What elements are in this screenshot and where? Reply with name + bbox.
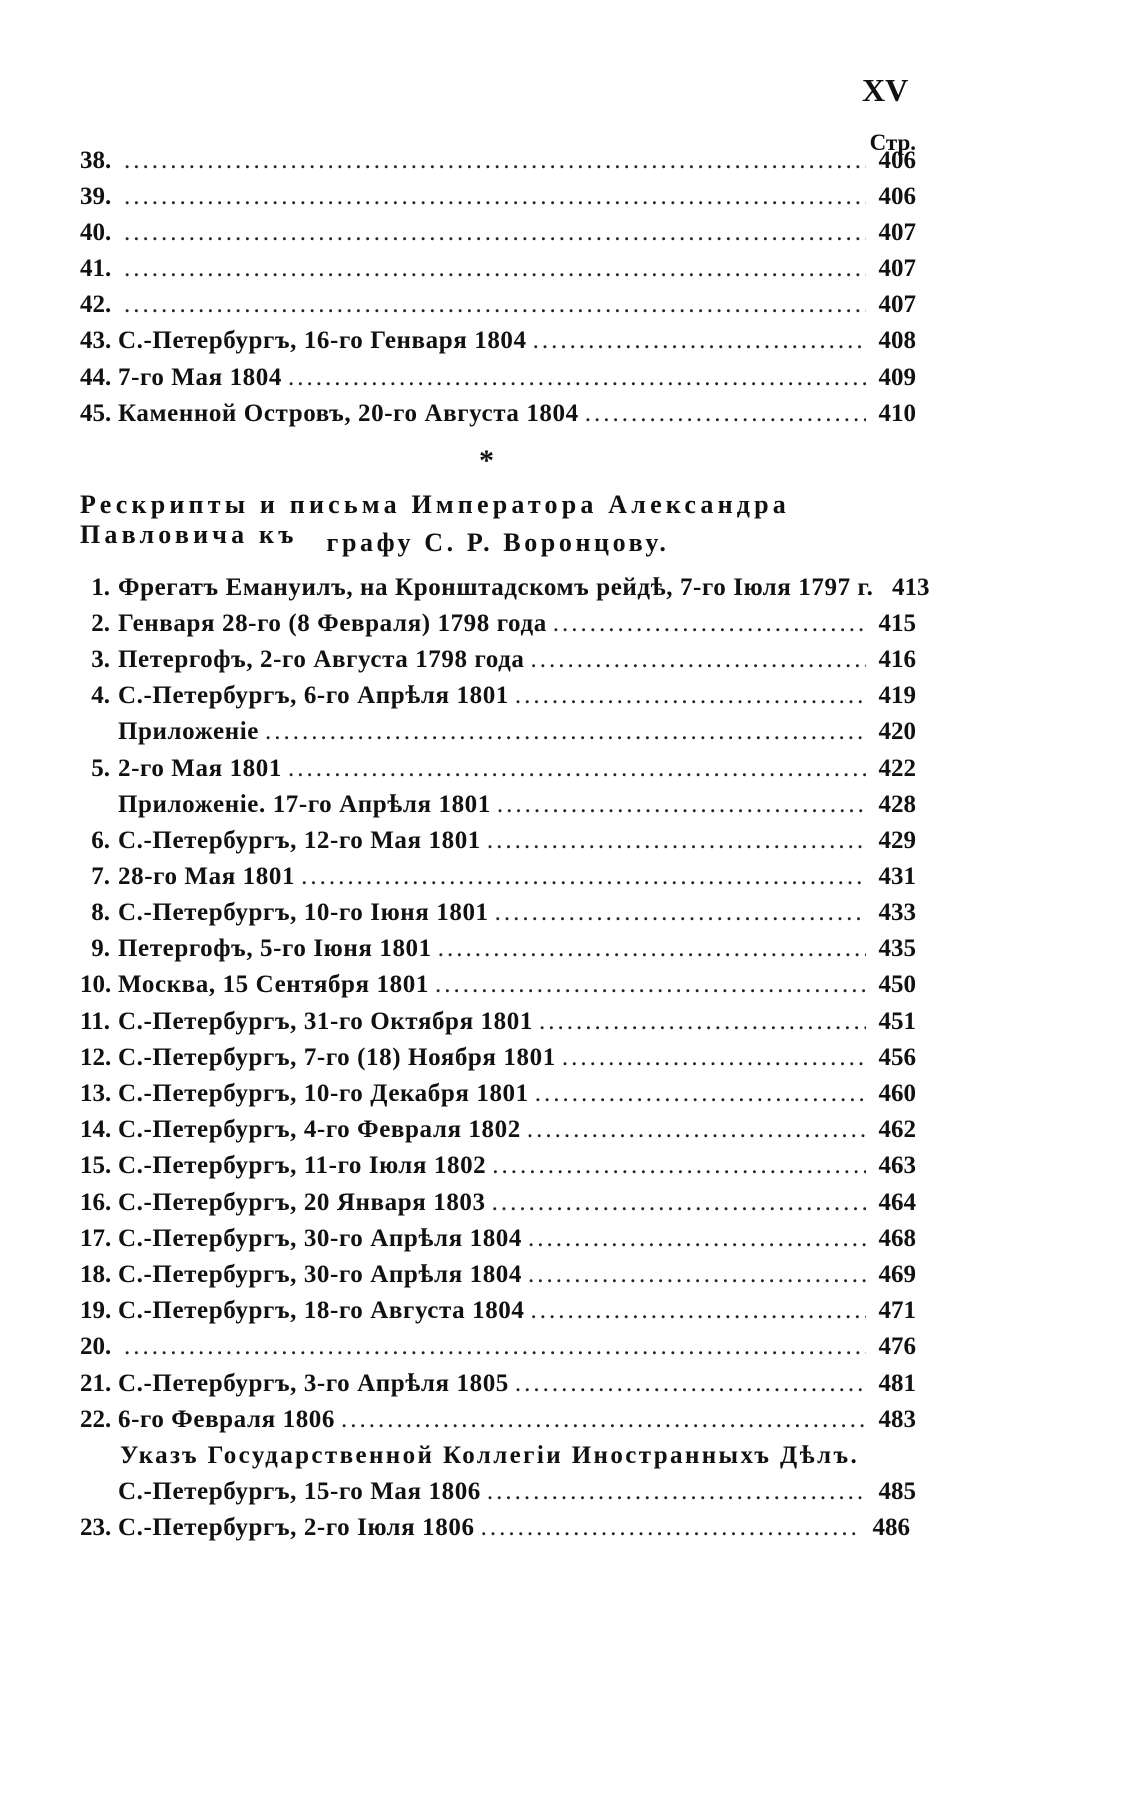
entry-title: С.-Петербургъ, 10-го Іюня 1801	[118, 899, 489, 926]
dot-leader	[124, 147, 866, 175]
toc-entry	[80, 1478, 916, 1512]
toc-entry	[80, 219, 916, 253]
entry-page: 451	[878, 1008, 916, 1035]
entry-page: 407	[878, 255, 916, 282]
entry-title: С.-Петербургъ, 15-го Мая 1806	[118, 1478, 481, 1505]
entry-number: 2.	[91, 610, 110, 637]
entry-title: 6-го Февраля 1806	[118, 1406, 335, 1433]
entry-page: 483	[878, 1406, 916, 1433]
entry-number: 21.	[80, 1370, 112, 1397]
entry-page: 406	[878, 183, 916, 210]
entry-number: 45.	[80, 400, 112, 427]
entry-page: 408	[878, 327, 916, 354]
dot-leader	[435, 971, 866, 999]
dot-leader	[539, 1008, 866, 1036]
entry-page: 435	[878, 935, 916, 962]
entry-number: 11.	[80, 1008, 110, 1035]
entry-title: С.-Петербургъ, 4-го Февраля 1802	[118, 1116, 521, 1143]
dot-leader	[531, 646, 866, 674]
entry-page: 406	[878, 147, 916, 174]
dot-leader	[528, 1261, 866, 1289]
page-column-label: Стр.	[869, 130, 916, 155]
entry-page: 413	[892, 574, 930, 601]
dot-leader	[495, 899, 866, 927]
toc-entry	[80, 1514, 910, 1548]
toc-entry	[80, 827, 916, 861]
dot-leader	[492, 1189, 866, 1217]
dot-leader	[288, 364, 866, 392]
dot-leader	[265, 718, 866, 746]
entry-number: 40.	[80, 219, 112, 246]
entry-page: 415	[878, 610, 916, 637]
dot-leader	[124, 291, 866, 319]
dot-leader	[515, 1370, 866, 1398]
entry-title: С.-Петербургъ, 10-го Декабря 1801	[118, 1080, 529, 1107]
entry-page: 471	[878, 1297, 916, 1324]
entry-page: 416	[878, 646, 916, 673]
toc-entry	[80, 899, 916, 933]
entry-title: Москва, 15 Сентября 1801	[118, 971, 429, 998]
entry-number: 5.	[91, 755, 110, 782]
entry-number: 19.	[80, 1297, 112, 1324]
toc-entry	[80, 682, 916, 716]
entry-number: 3.	[91, 646, 110, 673]
toc-entry	[80, 755, 916, 789]
entry-page: 485	[878, 1478, 916, 1505]
entry-page: 469	[878, 1261, 916, 1288]
entry-number: 4.	[91, 682, 110, 709]
entry-number: 41.	[80, 255, 112, 282]
entry-title: Петергофъ, 2-го Августа 1798 года	[118, 646, 525, 673]
entry-number: 1.	[91, 574, 110, 601]
entry-title: Каменной Островъ, 20-го Августа 1804	[118, 400, 579, 427]
dot-leader	[527, 1116, 866, 1144]
section-separator: *	[479, 444, 494, 477]
entry-page: 481	[878, 1370, 916, 1397]
entry-page: 486	[872, 1514, 910, 1541]
entry-title: С.-Петербургъ, 20 Января 1803	[118, 1189, 486, 1216]
entry-page: 476	[878, 1333, 916, 1360]
dot-leader	[301, 863, 866, 891]
entry-page: 433	[878, 899, 916, 926]
page-number: XV	[862, 72, 909, 108]
toc-entry	[80, 610, 916, 644]
entry-page: 468	[878, 1225, 916, 1252]
entry-title: 7-го Мая 1804	[118, 364, 282, 391]
entry-title: С.-Петербургъ, 11-го Іюля 1802	[118, 1152, 487, 1179]
entry-number: 43.	[80, 327, 112, 354]
entry-number: 44.	[80, 364, 112, 391]
dot-leader	[487, 827, 866, 855]
dot-leader	[562, 1044, 866, 1072]
section-heading-line-2: графу С. Р. Воронцову.	[326, 528, 670, 557]
entry-page: 419	[878, 682, 916, 709]
entry-page: 463	[878, 1152, 916, 1179]
toc-entry	[80, 971, 916, 1005]
entry-title: Приложеніе. 17-го Апрѣля 1801	[118, 791, 491, 818]
entry-page: 456	[878, 1044, 916, 1071]
entry-title: С.-Петербургъ, 7-го (18) Ноября 1801	[118, 1044, 556, 1071]
entry-number: 18.	[80, 1261, 112, 1288]
entry-title: С.-Петербургъ, 16-го Генваря 1804	[118, 327, 527, 354]
entry-number: 13.	[80, 1080, 112, 1107]
toc-entry	[80, 364, 916, 398]
entry-title: С.-Петербургъ, 6-го Апрѣля 1801	[118, 682, 509, 709]
dot-leader	[528, 1225, 866, 1253]
dot-leader	[124, 1333, 866, 1361]
entry-number: 9.	[91, 935, 110, 962]
toc-entry	[80, 1008, 916, 1042]
dot-leader	[124, 255, 866, 283]
entry-title: С.-Петербургъ, 31-го Октября 1801	[118, 1008, 533, 1035]
entry-number: 22.	[80, 1406, 112, 1433]
toc-entry	[80, 863, 916, 897]
entry-number: 39.	[80, 183, 112, 210]
dot-leader	[553, 610, 866, 638]
decree-heading: Указъ Государственной Коллегіи Иностранныхъ Дѣлъ.	[120, 1442, 860, 1469]
entry-title: 2-го Мая 1801	[118, 755, 282, 782]
toc-entry	[80, 1116, 916, 1150]
entry-number: 10.	[80, 971, 112, 998]
entry-title: С.-Петербургъ, 30-го Апрѣля 1804	[118, 1261, 523, 1288]
toc-entry	[80, 1333, 916, 1367]
entry-title: С.-Петербургъ, 30-го Апрѣля 1804	[118, 1225, 523, 1252]
toc-entry	[80, 574, 930, 608]
toc-entry	[80, 791, 916, 825]
entry-page: 407	[878, 291, 916, 318]
entry-page: 420	[878, 718, 916, 745]
dot-leader	[497, 791, 866, 819]
entry-number: 38.	[80, 147, 112, 174]
toc-entry	[80, 646, 916, 680]
dot-leader	[124, 219, 866, 247]
entry-number: 20.	[80, 1333, 112, 1360]
entry-page: 431	[878, 863, 916, 890]
toc-entry	[80, 1044, 916, 1078]
toc-entry	[80, 327, 916, 361]
entry-page: 409	[878, 364, 916, 391]
toc-entry	[80, 400, 916, 434]
toc-entry	[80, 718, 916, 752]
entry-page: 464	[878, 1189, 916, 1216]
entry-title: С.-Петербургъ, 3-го Апрѣля 1805	[118, 1370, 509, 1397]
entry-title: Петергофъ, 5-го Іюня 1801	[118, 935, 432, 962]
toc-entry	[80, 1406, 916, 1440]
toc-entry	[80, 1297, 916, 1331]
toc-entry	[80, 183, 916, 217]
entry-page: 407	[878, 219, 916, 246]
toc-entry	[80, 147, 916, 181]
toc-entry	[80, 255, 916, 289]
entry-number: 12.	[80, 1044, 112, 1071]
entry-page: 428	[878, 791, 916, 818]
dot-leader	[585, 400, 866, 428]
entry-number: 15.	[80, 1152, 112, 1179]
dot-leader	[438, 935, 866, 963]
toc-entry	[80, 1080, 916, 1114]
entry-title: Приложеніе	[118, 718, 259, 745]
entry-number: 8.	[91, 899, 110, 926]
entry-number: 23.	[80, 1514, 112, 1541]
entry-page: 462	[878, 1116, 916, 1143]
toc-entry	[80, 1370, 916, 1404]
entry-number: 17.	[80, 1225, 112, 1252]
entry-page: 410	[878, 400, 916, 427]
entry-title: С.-Петербургъ, 18-го Августа 1804	[118, 1297, 525, 1324]
toc-entry	[80, 1152, 916, 1186]
entry-page: 429	[878, 827, 916, 854]
dot-leader	[341, 1406, 866, 1434]
entry-number: 16.	[80, 1189, 112, 1216]
dot-leader	[515, 682, 866, 710]
entry-number: 7.	[91, 863, 110, 890]
dot-leader	[531, 1297, 866, 1325]
toc-entry	[80, 1261, 916, 1295]
dot-leader	[288, 755, 866, 783]
entry-number: 14.	[80, 1116, 112, 1143]
dot-leader	[481, 1514, 860, 1542]
entry-number: 42.	[80, 291, 112, 318]
toc-entry	[80, 935, 916, 969]
toc-entry	[80, 1189, 916, 1223]
entry-title: Генваря 28-го (8 Февраля) 1798 года	[118, 610, 547, 637]
entry-page: 422	[878, 755, 916, 782]
entry-title: Фрегатъ Емануилъ, на Кронштадскомъ рейдѣ, 7-го Іюля 1797 г.	[118, 574, 874, 601]
entry-title: С.-Петербургъ, 2-го Іюля 1806	[118, 1514, 475, 1541]
dot-leader	[492, 1152, 866, 1180]
dot-leader	[487, 1478, 866, 1506]
dot-leader	[533, 327, 866, 355]
entry-page: 450	[878, 971, 916, 998]
toc-entry	[80, 291, 916, 325]
dot-leader	[124, 183, 866, 211]
entry-title: С.-Петербургъ, 12-го Мая 1801	[118, 827, 481, 854]
dot-leader	[535, 1080, 866, 1108]
section-heading-line-1: Рескрипты и письма Императора Александра Павловича къ	[80, 490, 790, 549]
entry-number: 6.	[91, 827, 110, 854]
entry-page: 460	[878, 1080, 916, 1107]
entry-title: 28-го Мая 1801	[118, 863, 296, 890]
toc-entry	[80, 1225, 916, 1259]
